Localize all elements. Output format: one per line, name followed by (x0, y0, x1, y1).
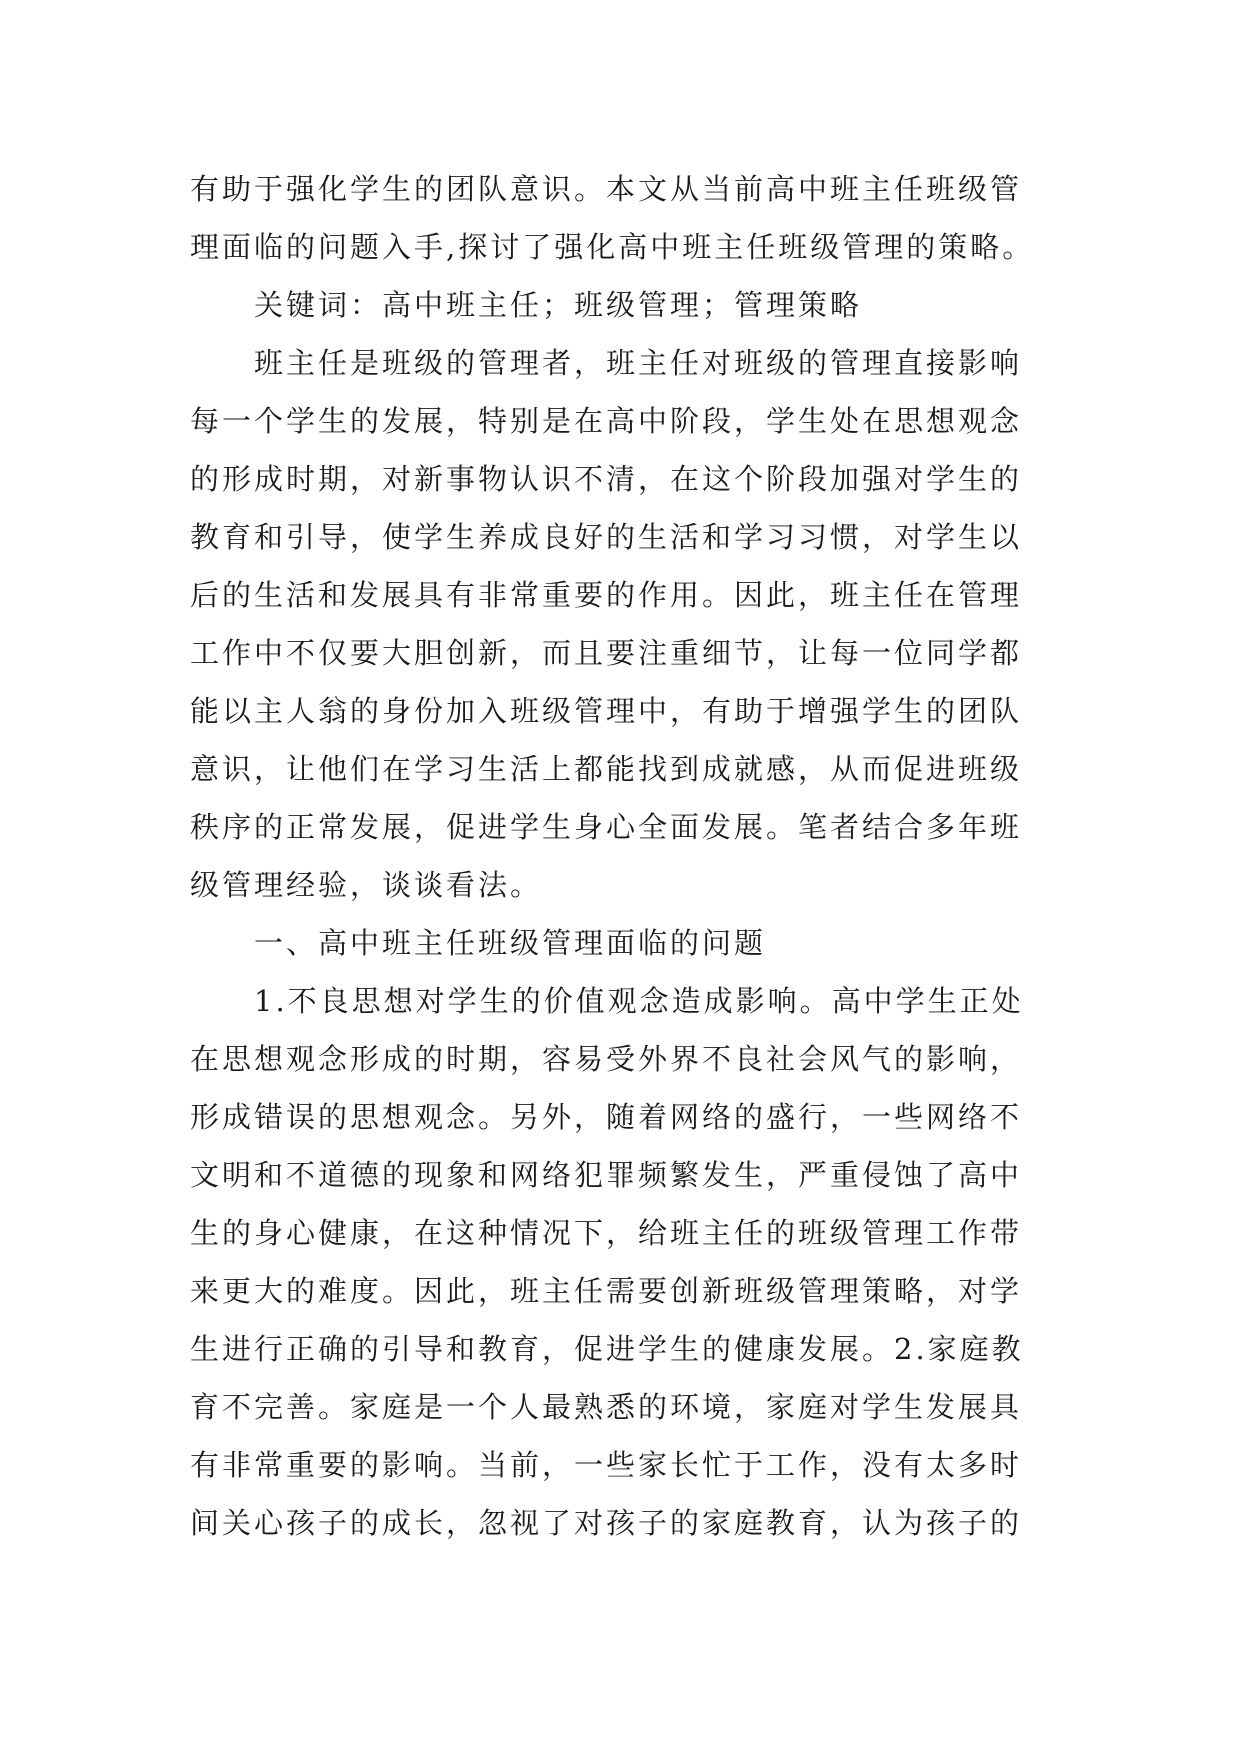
text-line: 有非常重要的影响。当前，一些家长忙于工作，没有太多时 (190, 1448, 1023, 1482)
keywords-line: 关键词：高中班主任；班级管理；管理策略 (190, 288, 863, 322)
section-heading: 一、高中班主任班级管理面临的问题 (190, 926, 767, 960)
text-line: 的形成时期，对新事物认识不清，在这个阶段加强对学生的 (190, 462, 1023, 496)
text-line: 级管理经验，谈谈看法。 (190, 868, 543, 902)
text-line: 生的身心健康，在这种情况下，给班主任的班级管理工作带 (190, 1216, 1023, 1250)
text-line: 能以主人翁的身份加入班级管理中，有助于增强学生的团队 (190, 694, 1023, 728)
text-line: 班主任是班级的管理者，班主任对班级的管理直接影响 (190, 346, 1023, 380)
text-line: 后的生活和发展具有非常重要的作用。因此，班主任在管理 (190, 578, 1023, 612)
text-line: 1.不良思想对学生的价值观念造成影响。高中学生正处 (190, 984, 1024, 1018)
text-line: 文明和不道德的现象和网络犯罪频繁发生，严重侵蚀了高中 (190, 1158, 1023, 1192)
text-line: 形成错误的思想观念。另外，随着网络的盛行，一些网络不 (190, 1100, 1023, 1134)
text-line: 意识，让他们在学习生活上都能找到成就感，从而促进班级 (190, 752, 1023, 786)
text-line: 育不完善。家庭是一个人最熟悉的环境，家庭对学生发展具 (190, 1390, 1023, 1424)
text-line: 在思想观念形成的时期，容易受外界不良社会风气的影响， (190, 1042, 1023, 1076)
text-line: 理面临的问题入手,探讨了强化高中班主任班级管理的策略。 (190, 230, 1035, 264)
text-line: 教育和引导，使学生养成良好的生活和学习习惯，对学生以 (190, 520, 1023, 554)
text-line: 秩序的正常发展，促进学生身心全面发展。笔者结合多年班 (190, 810, 1023, 844)
text-line: 间关心孩子的成长，忽视了对孩子的家庭教育，认为孩子的 (190, 1506, 1023, 1540)
text-line: 每一个学生的发展，特别是在高中阶段，学生处在思想观念 (190, 404, 1023, 438)
text-line: 工作中不仅要大胆创新，而且要注重细节，让每一位同学都 (190, 636, 1023, 670)
text-line: 生进行正确的引导和教育，促进学生的健康发展。2.家庭教 (190, 1332, 1024, 1366)
text-line: 来更大的难度。因此，班主任需要创新班级管理策略，对学 (190, 1274, 1023, 1308)
text-line: 有助于强化学生的团队意识。本文从当前高中班主任班级管 (190, 172, 1023, 206)
body-text (190, 160, 1090, 1552)
